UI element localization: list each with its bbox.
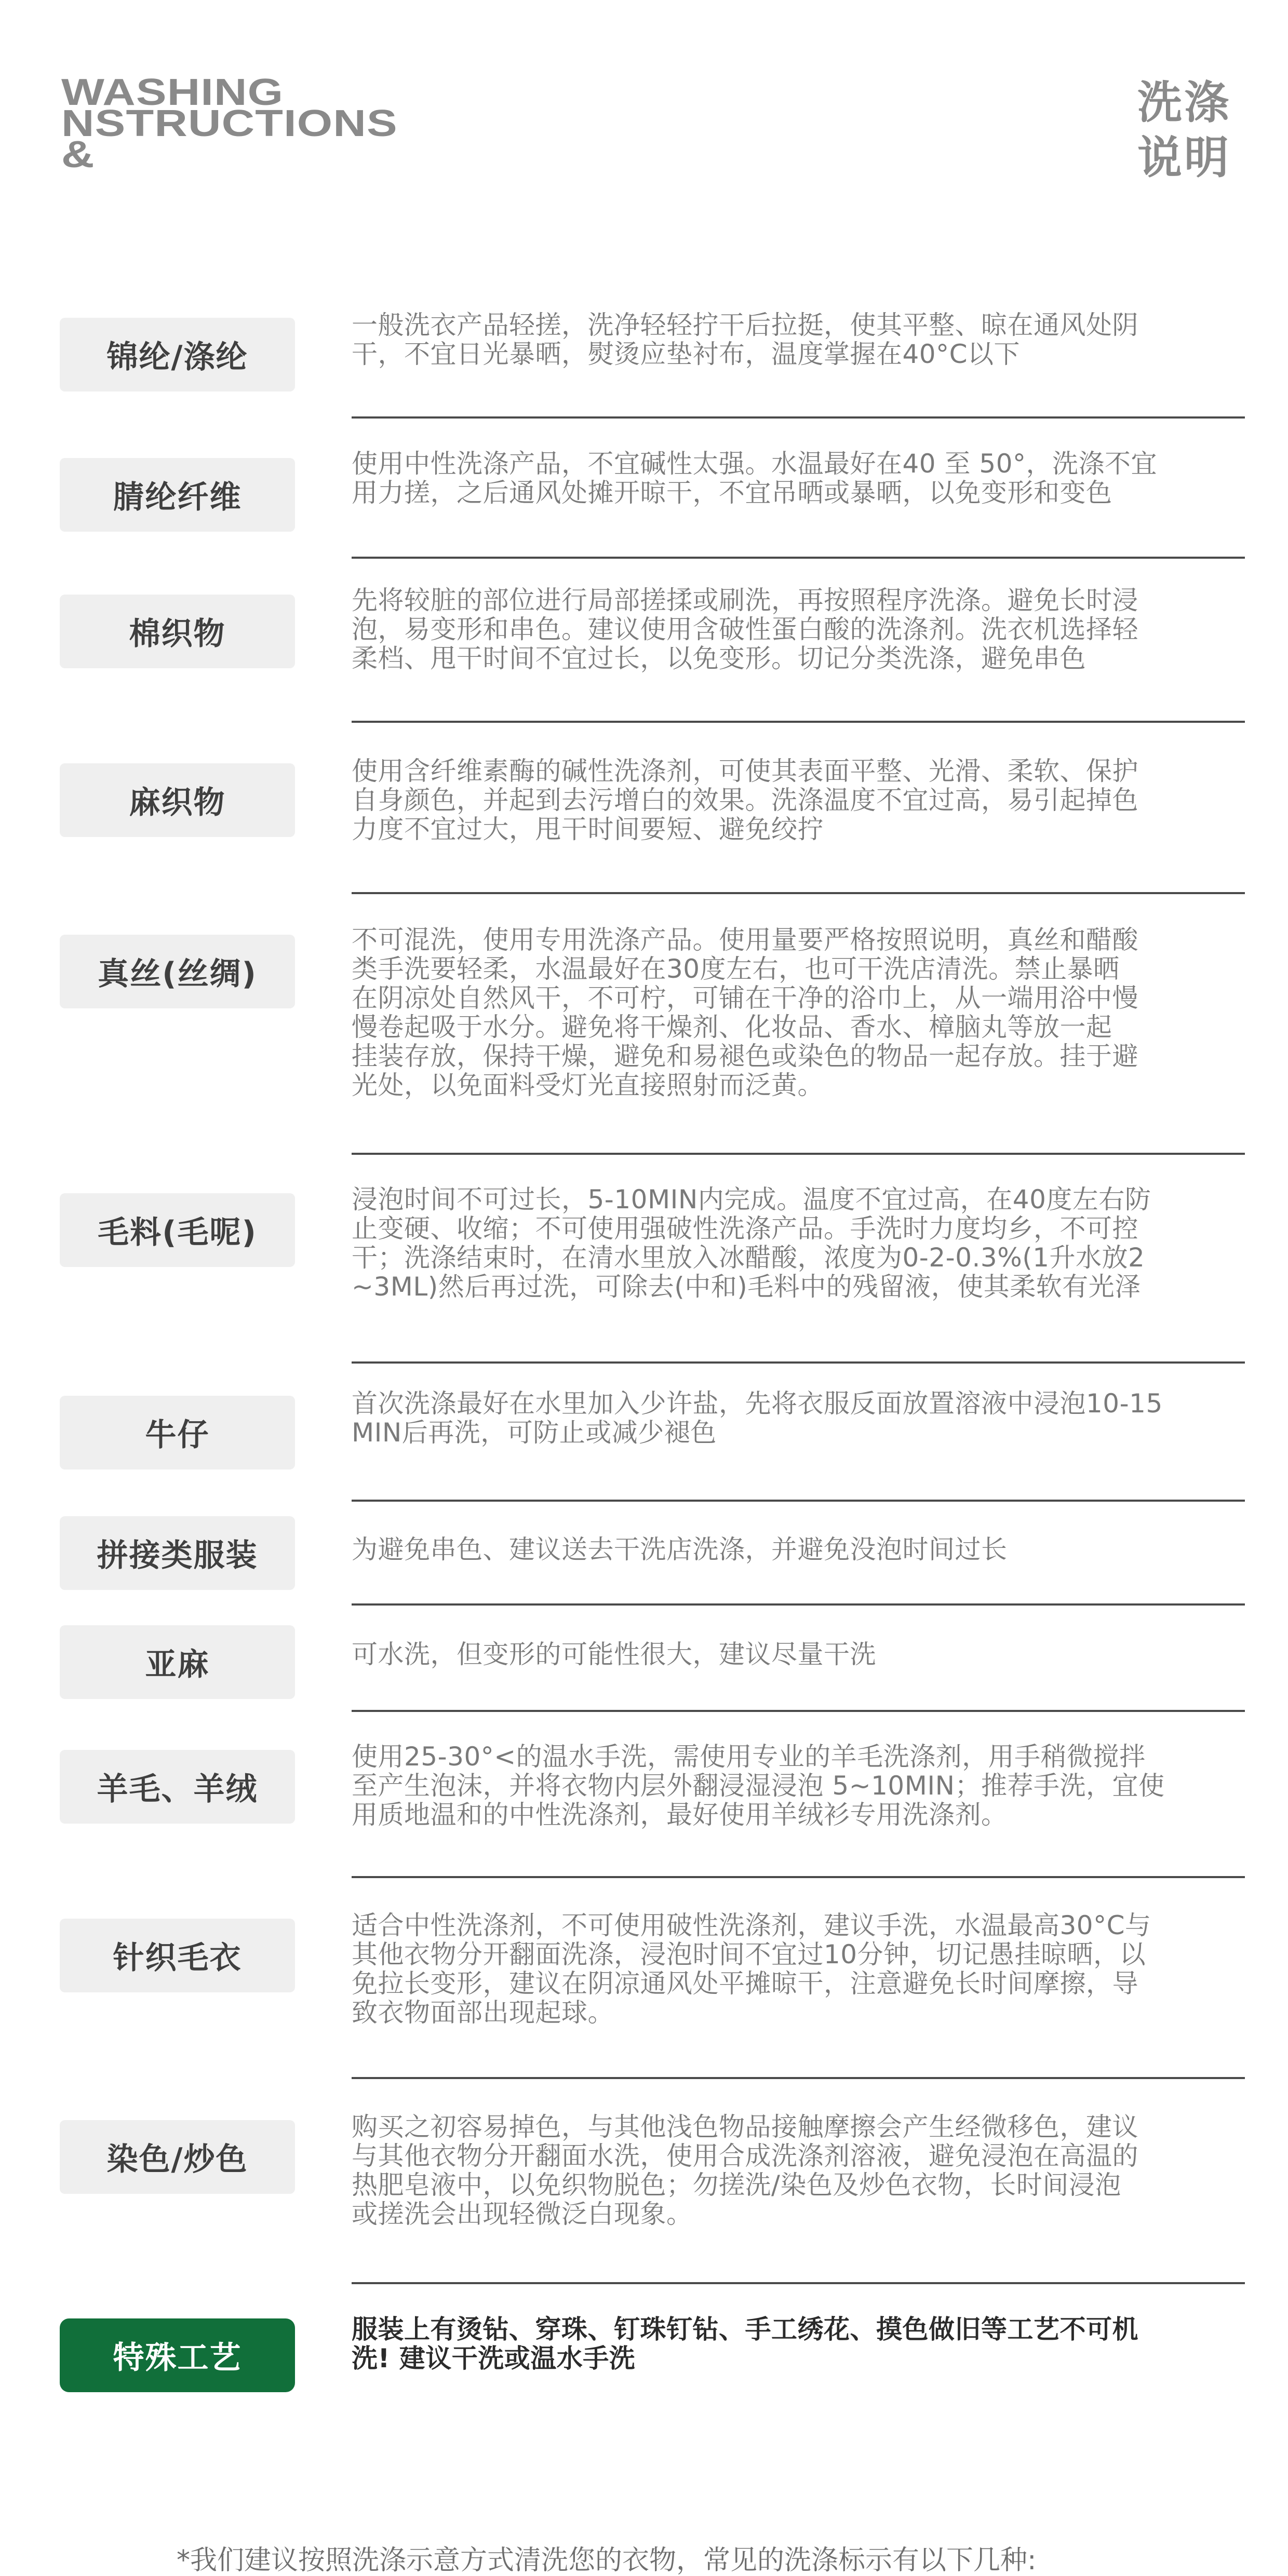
fabric-label: 牛仔 [60, 1396, 295, 1469]
care-description-line: 先将较脏的部位进行局部搓揉或刷洗，再按照程序洗涤。避免长时浸 [352, 585, 1138, 615]
row-divider [352, 2077, 1245, 2079]
row-divider [352, 416, 1245, 419]
care-description-line: 不可混洗，使用专用洗涤产品。使用量要严格按照说明，真丝和醋酸 [352, 925, 1138, 955]
care-description-line: 可水洗，但变形的可能性很大，建议尽量干洗 [352, 1639, 876, 1669]
chinese-title-line: 说明 [1137, 132, 1231, 184]
fabric-label: 毛料(毛呢) [60, 1193, 295, 1267]
care-description-line: 与其他衣物分开翻面水洗，使用合成洗涤剂溶液，避免浸泡在高温的 [352, 2141, 1138, 2171]
care-description-line: 其他衣物分开翻面洗涤，浸泡时间不宜过10分钟，切记愚挂晾晒，以 [352, 1939, 1146, 1970]
care-description-line: 浸泡时间不可过长，5-10MIN内完成。温度不宜过高，在40度左右防 [352, 1184, 1151, 1215]
row-divider [352, 1500, 1245, 1502]
row-divider [352, 1876, 1245, 1878]
care-description-line: 慢卷起吸于水分。避免将干燥剂、化妆品、香水、樟脑丸等放一起 [352, 1012, 1112, 1042]
english-title-line: WASHING [61, 72, 284, 113]
care-description-line: 免拉长变形，建议在阴凉通风处平摊晾干，注意避免长时间摩擦，导 [352, 1968, 1138, 1999]
fabric-label: 针织毛衣 [60, 1919, 295, 1992]
care-description-line: 洗! 建议干洗或温水手洗 [352, 2343, 636, 2373]
care-description-line: 用质地温和的中性洗涤剂，最好使用羊绒衫专用洗涤剂。 [352, 1800, 1008, 1830]
care-description-line: 购买之初容易掉色，与其他浅色物品接触摩擦会产生经微移色，建议 [352, 2112, 1138, 2142]
care-description-line: 至产生泡沫，并将衣物内层外翻浸湿浸泡 5~10MIN；推荐手洗，宜使 [352, 1771, 1165, 1801]
care-description-line: 干；洗涤结束时，在清水里放入冰醋酸，浓度为0-2-0.3%(1升水放2 [352, 1243, 1145, 1273]
care-description-line: 挂装存放，保持干燥，避免和易褪色或染色的物品一起存放。挂于避 [352, 1041, 1138, 1071]
care-description [352, 2315, 1250, 2373]
row-divider [352, 1710, 1245, 1712]
care-description [352, 311, 1250, 369]
care-description-line: 用力搓，之后通风处摊开晾干，不宜吊晒或暴晒，以免变形和变色 [352, 478, 1112, 508]
english-title-line: NSTRUCTIONS [61, 103, 398, 144]
row-divider [352, 557, 1245, 559]
care-description [352, 586, 1250, 673]
fabric-label: 羊毛、羊绒 [60, 1750, 295, 1824]
care-description-line: 在阴凉处自然风干，不可柠，可铺在干净的浴巾上，从一端用浴中慢 [352, 983, 1138, 1013]
care-description [352, 757, 1250, 844]
care-description [352, 1640, 1250, 1669]
care-description-line: 致衣物面部出现起球。 [352, 1998, 614, 2028]
row-divider [352, 2282, 1245, 2284]
row-divider [352, 721, 1245, 723]
care-description-line: 使用中性洗涤产品，不宜碱性太强。水温最好在40 至 50°，洗涤不宜 [352, 449, 1158, 479]
care-description-line: 光处，以免面料受灯光直接照射而泛黄。 [352, 1070, 824, 1100]
care-description [352, 1911, 1250, 2027]
fabric-label: 锦纶/涤纶 [60, 318, 295, 392]
chinese-title [1137, 75, 1231, 185]
care-description-line: 适合中性洗涤剂，不可使用破性洗涤剂，建议手洗，水温最高30°C与 [352, 1910, 1151, 1940]
fabric-label: 真丝(丝绸) [60, 935, 295, 1008]
care-description-line: 力度不宜过大，甩干时间要短、避免绞拧 [352, 814, 824, 844]
care-description-line: 泡，易变形和串色。建议使用含破性蛋白酸的洗涤剂。洗衣机选择轻 [352, 614, 1138, 644]
care-description-line: 止变硬、收缩；不可使用强破性洗涤产品。手洗时力度均乡，不可控 [352, 1213, 1138, 1244]
care-description-line: 服装上有烫钻、穿珠、钉珠钉钻、手工绣花、摸色做旧等工艺不可机 [352, 2314, 1138, 2344]
fabric-label: 亚麻 [60, 1625, 295, 1699]
footnote: *我们建议按照洗涤示意方式清洗您的衣物，常见的洗涤标示有以下几种: [177, 2545, 1037, 2576]
care-description-line: 柔档、甩干时间不宜过长，以免变形。切记分类洗涤，避免串色 [352, 643, 1086, 673]
fabric-label: 染色/炒色 [60, 2120, 295, 2194]
care-description-line: 为避免串色、建议送去干洗店洗涤，并避免没泡时间过长 [352, 1534, 1008, 1565]
row-divider [352, 1603, 1245, 1606]
care-description [352, 1389, 1250, 1447]
care-description-line: 一般洗衣产品轻搓，洗净轻轻拧干后拉挺，使其平整、晾在通风处阴 [352, 310, 1138, 340]
care-description [352, 449, 1250, 507]
care-description-line: 干，不宜日光暴晒，熨烫应垫衬布，温度掌握在40°C以下 [352, 339, 1021, 369]
care-description [352, 1185, 1250, 1301]
fabric-label: 麻织物 [60, 763, 295, 837]
care-description [352, 925, 1250, 1100]
care-description [352, 1742, 1250, 1829]
care-description [352, 2112, 1250, 2229]
care-description-line: 热肥皂液中，以免织物脱色；勿搓洗/染色及炒色衣物，长时间浸泡 [352, 2170, 1121, 2200]
care-description-line: 使用25-30°<的温水手洗，需使用专业的羊毛洗涤剂，用手稍微搅拌 [352, 1742, 1146, 1772]
special-craft-label: 特殊工艺 [60, 2318, 295, 2392]
row-divider [352, 892, 1245, 894]
care-description-line: 或搓洗会出现轻微泛白现象。 [352, 2199, 693, 2229]
page-header [0, 0, 1288, 218]
english-title [61, 72, 398, 176]
care-description-line: 使用含纤维素酶的碱性洗涤剂，可使其表面平整、光滑、柔软、保护 [352, 756, 1138, 786]
care-description-line: 类手洗要轻柔，水温最好在30度左右，也可干洗店清洗。禁止暴晒 [352, 954, 1120, 984]
chinese-title-line: 洗涤 [1137, 77, 1231, 129]
fabric-label: 腈纶纤维 [60, 458, 295, 532]
care-description-line: 自身颜色，并起到去污增白的效果。洗涤温度不宜过高，易引起掉色 [352, 785, 1138, 815]
fabric-label: 拼接类服装 [60, 1516, 295, 1590]
care-description-line: MIN后再洗，可防止或减少褪色 [352, 1418, 717, 1448]
care-description [352, 1535, 1250, 1564]
care-description-line: ~3ML)然后再过洗，可除去(中和)毛料中的残留液，使其柔软有光泽 [352, 1272, 1141, 1302]
fabric-label: 棉织物 [60, 595, 295, 668]
row-divider [352, 1361, 1245, 1364]
care-description-line: 首次洗涤最好在水里加入少许盐，先将衣服反面放置溶液中浸泡10-15 [352, 1388, 1163, 1419]
english-title-line: & [61, 134, 95, 176]
row-divider [352, 1153, 1245, 1155]
